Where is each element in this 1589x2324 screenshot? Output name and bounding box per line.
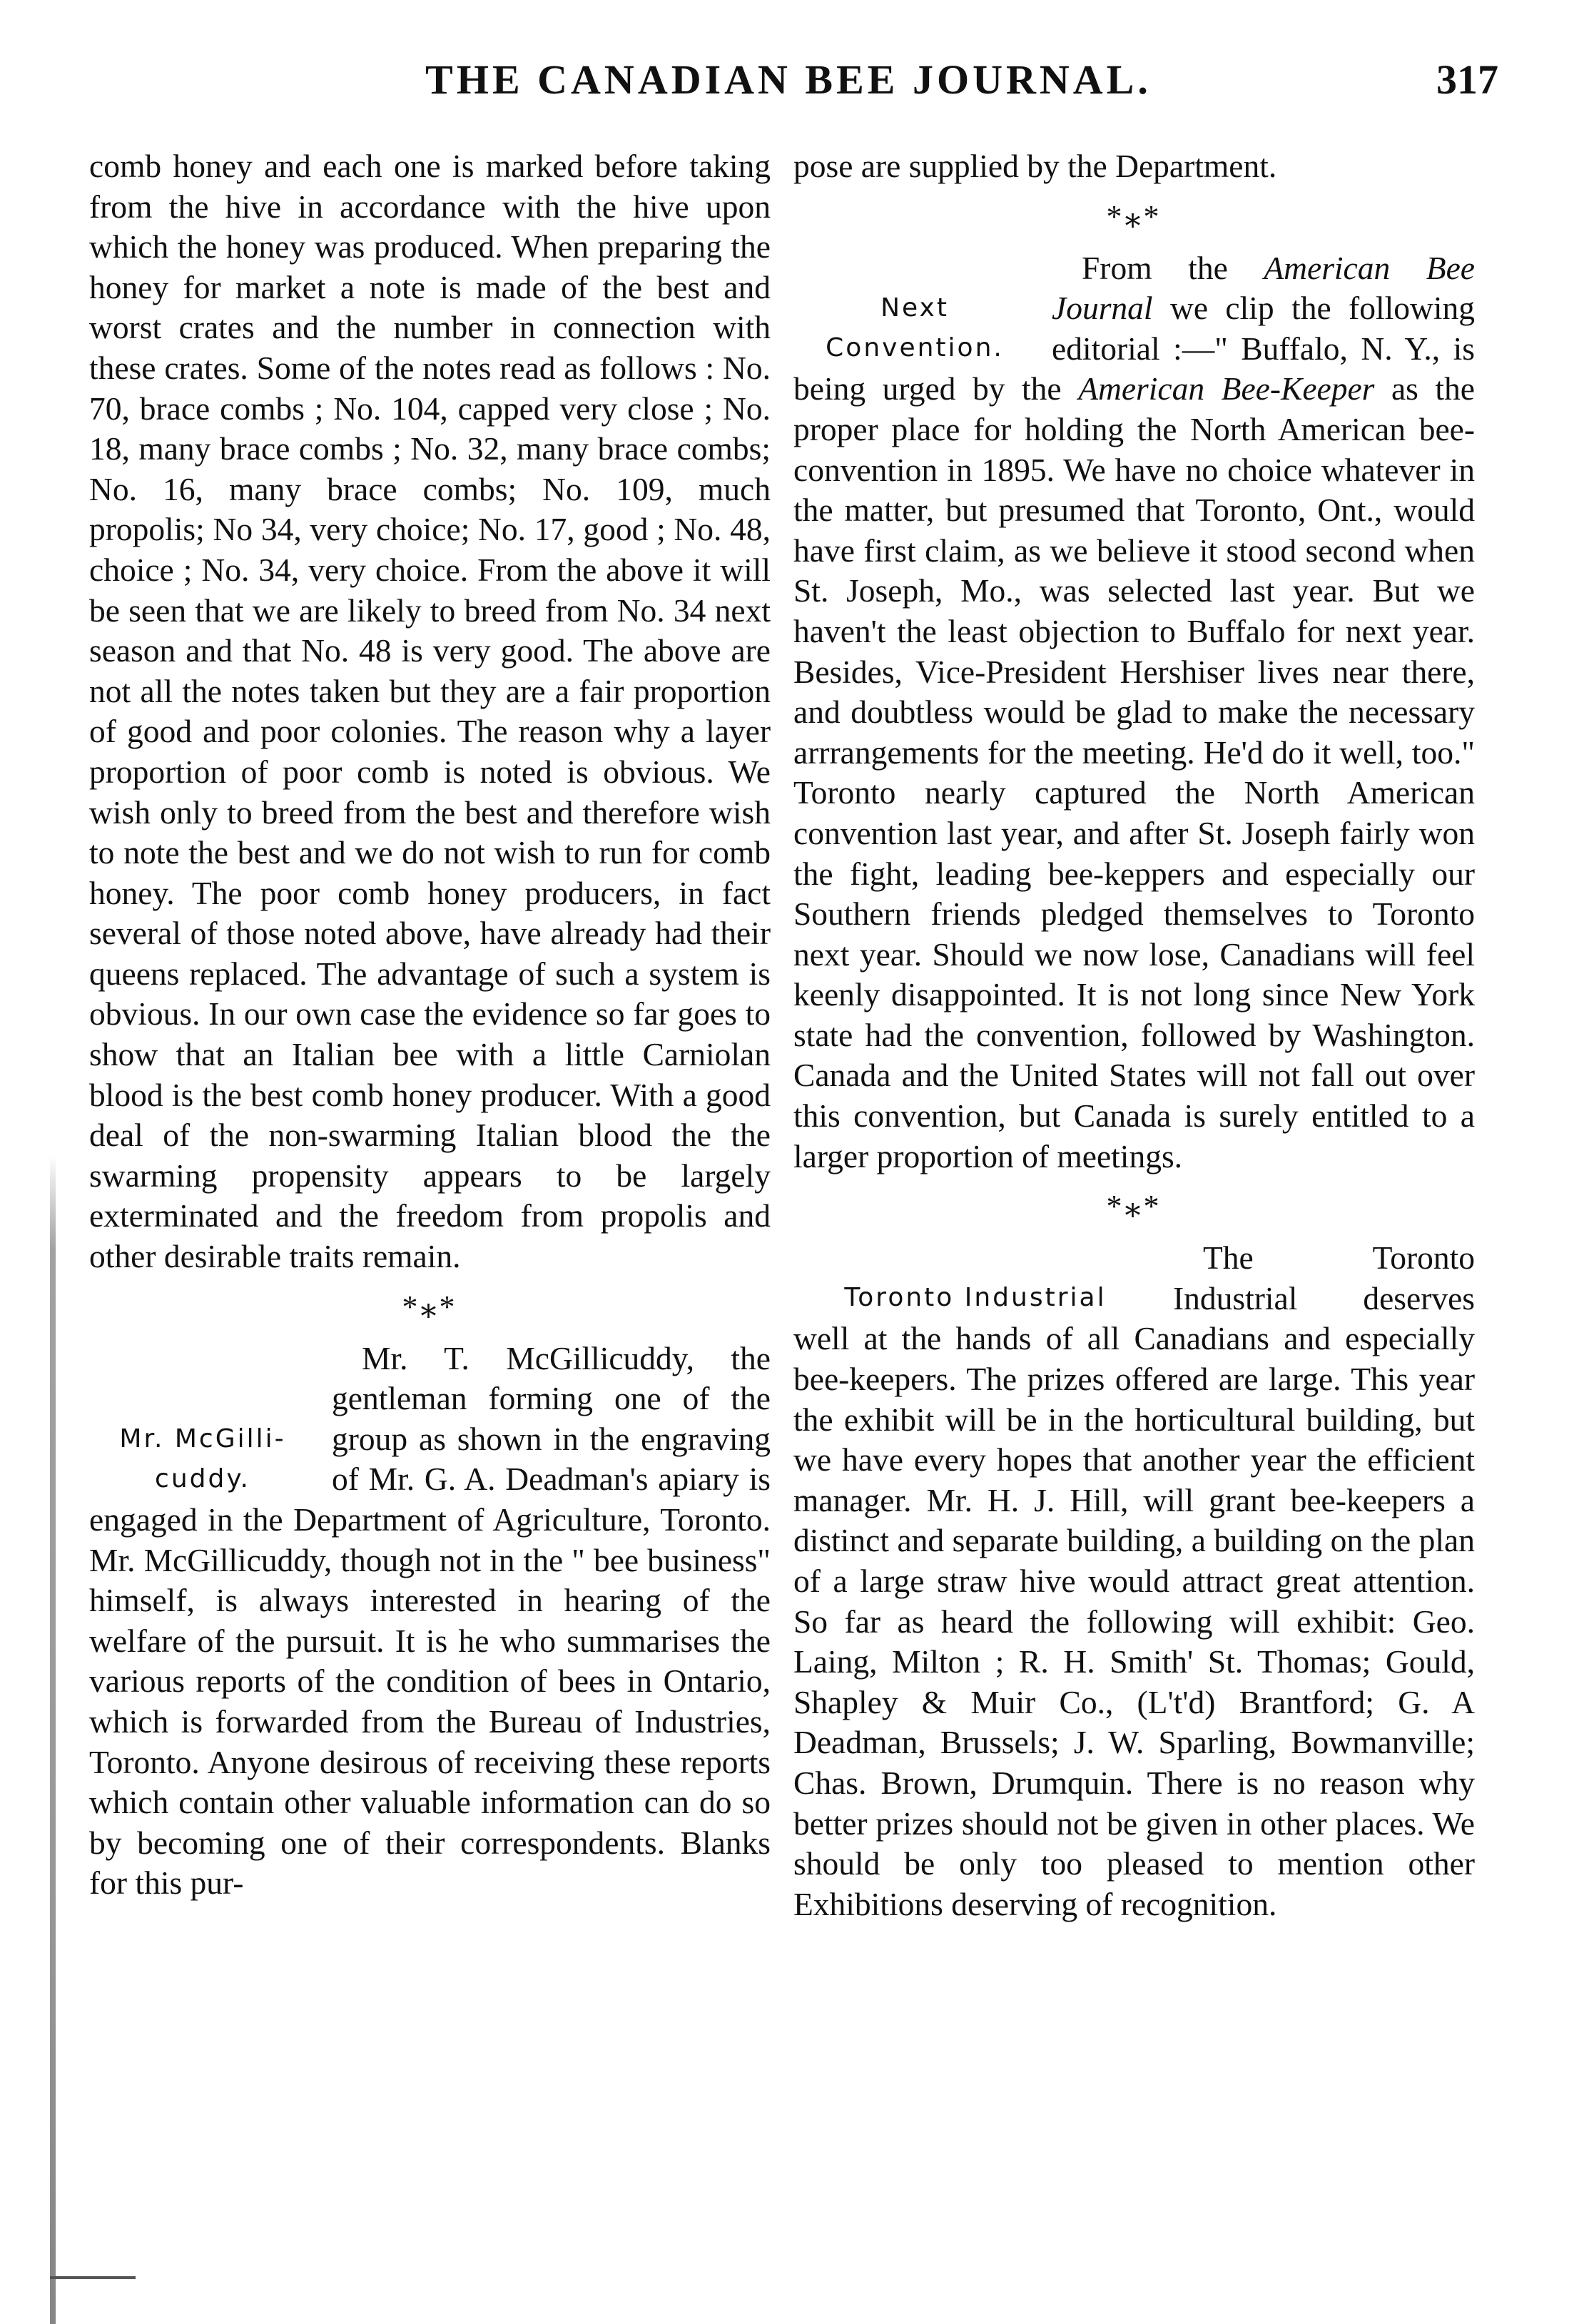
- text-run: From the: [1082, 249, 1264, 286]
- sidehead-line: Convention.: [826, 333, 1004, 363]
- sidehead-mcgillicuddy: [89, 1419, 316, 1500]
- right-column: [793, 146, 1475, 1924]
- breeding-notes-paragraph: comb honey and each one is marked before taking from the hive in accordance with the hive upon which the honey was produced. When preparing the honey for market a note is made of the best and worst crates and the number in connection with these crates. Some of the notes read as follows : No. 70, brace combs ; No. 104, capped very close ; No. 18, many brace combs ; No. 32, many brace combs; No. 16, many brace combs; No. 109, much propolis; No 34, very choice; No. 17, good ; No. 48, choice ; No. 34, very choice. From the above it will be seen that we are likely to breed from No. 34 next season and that No. 48 is very good. The above are not all the notes taken but they are a fair proportion of good and poor colonies. The reason why a layer proportion of poor comb is noted is obvious. We wish only to breed from the best and therefore wish to note the best and we do not wish to run for comb honey. The poor comb honey producers, in fact several of those noted above, have already had their queens replaced. The advantage of such a system is obvious. In our own case the evidence so far goes to show that an Italian bee with a little Carniolan blood is the best comb honey producer. With a good deal of the non-swarming Italian blood the the swarming propensity appears to be largely exterminated and the freedom from propolis and other desirable traits remain.: [89, 148, 771, 1275]
- corner-rule: [50, 2276, 136, 2279]
- source-title: American Bee-Keeper: [1078, 370, 1375, 407]
- sidehead-line: Next: [880, 293, 949, 323]
- toronto-industrial-paragraph: The Toronto Industrial deserves well at the hands of all Canadians and especially bee-keepers. The prizes offered are large. This year the exhibit will be in the horticultural building, but we have every hopes that another year the efficient manager. Mr. H. J. Hill, will grant bee-keepers a distinct and separate building, a building on the plan of a large straw hive would attract great attention. So far as heard the following will exhibit: Geo. Laing, Milton ; R. H. Smith' St. Thomas; Gould, Shapley & Muir Co., (L't'd) Brantford; G. A Deadman, Brussels; J. W. Sparling, Bowmanville; Chas. Brown, Drumquin. There is no reason why better prizes should not be given in other places. We should be only too pleased to mention other Exhibitions deserving of recognition.: [793, 1239, 1475, 1922]
- sidehead-line: Toronto Industrial: [844, 1283, 1107, 1313]
- continuation-line: pose are supplied by the Department.: [793, 148, 1277, 184]
- section-asterism: *⁎*: [1106, 198, 1162, 234]
- sidehead-next-convention: [793, 288, 1036, 369]
- sidehead-line: Mr. McGilli-: [119, 1424, 286, 1453]
- sidehead-line: cuddy.: [155, 1464, 250, 1494]
- source-title: American Bee Journal: [1052, 249, 1475, 327]
- running-head: [78, 56, 1498, 113]
- sidehead-toronto-industrial: [793, 1278, 1157, 1319]
- binding-edge-shadow: [50, 1156, 56, 2324]
- text-run: as the proper place for holding the North American bee-convention in 1895. We have no choice whatever in the matter, but presumed that Toronto, Ont., would have first claim, as we believe it stood second when St. Joseph, Mo., was selected last year. But we haven't the least objection to Buffalo for next year. Besides, Vice-President Hershiser lives near there, and doubtless would be glad to make the necessary arrrangements for the meeting. He'd do it well, too." Toronto nearly captured the North American convention last year, and after St. Joseph fairly won the fight, leading bee-keppers and especially our Southern friends pledged themselves to Toronto next year. Should we now lose, Canadians will feel keenly disappointed. It is not long since New York state had the convention, followed by Washington. Canada and the United States will not fall out over this convention, but Canada is surely entitled to a larger proportion of meetings.: [793, 370, 1475, 1174]
- journal-title: THE CANADIAN BEE JOURNAL.: [425, 56, 1152, 103]
- convention-paragraph: [793, 248, 1475, 1177]
- text-run: we clip the following editorial :—" Buffalo, N. Y., is being urged by the: [793, 290, 1475, 407]
- mcgillicuddy-paragraph: Mr. T. McGillicuddy, the gentleman forming one of the group as shown in the engraving of Mr. G. A. Deadman's apiary is engaged in the Department of Agriculture, Toronto. Mr. McGillicuddy, though not in the " bee business" himself, is always interested in hearing of the welfare of the pursuit. It is he who summarises the various reports of the condition of bees in Ontario, which is forwarded from the Bureau of Industries, Toronto. Anyone desirous of receiving these reports which contain other valuable information can do so by becoming one of their correspondents. Blanks for this pur-: [89, 1339, 771, 1902]
- left-column: [89, 146, 771, 1904]
- section-asterism: *⁎*: [1106, 1189, 1162, 1224]
- page-number: 317: [1436, 56, 1498, 103]
- section-asterism: *⁎*: [402, 1289, 458, 1324]
